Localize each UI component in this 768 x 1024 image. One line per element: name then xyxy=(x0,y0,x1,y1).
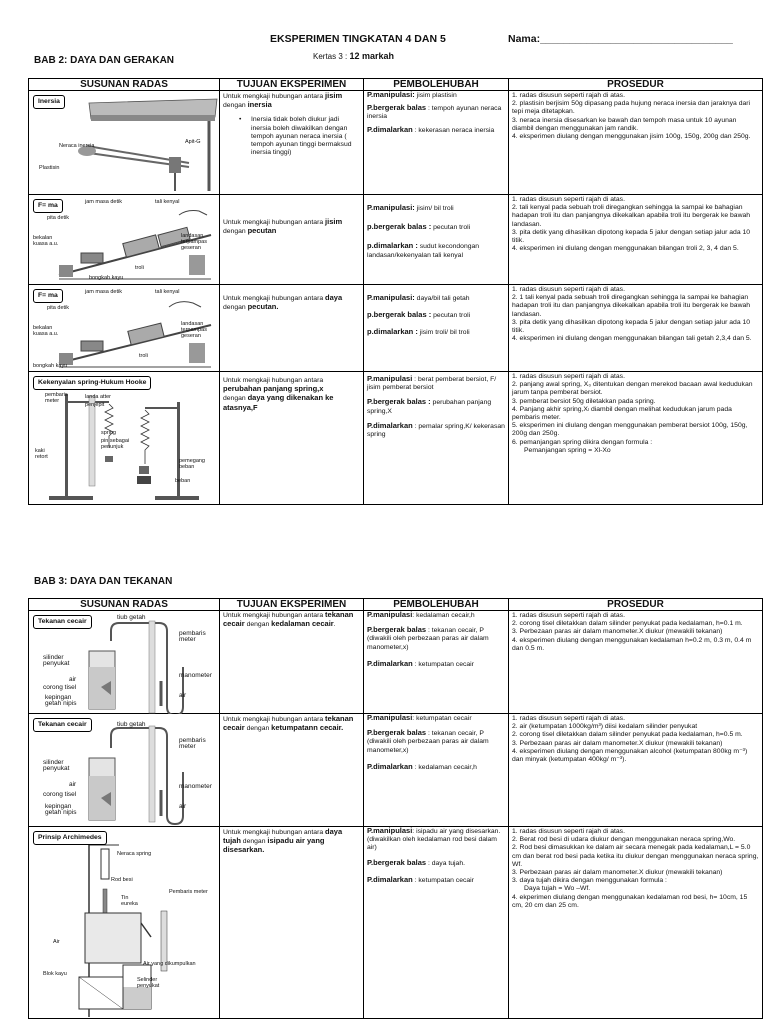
tujuan-cell xyxy=(220,285,364,372)
pd-label: p.dimalarkan : xyxy=(367,241,418,251)
diagram-label: corong tisel xyxy=(43,791,77,798)
diagram-label: Tin eureka xyxy=(121,895,138,907)
prosedur-step: 3. neraca inersia disesarkan ke bawah dan tempoh masa untuk 10 ayunan diambil dengan menggunakan jam randik. xyxy=(512,116,737,132)
prosedur-step: 2. tali kenyal pada sebuah troli diregangkan sehingga la sampai ke bahagian hadapan troli itu dan panjangnya dikekalkan apabila troli itu bergerak ke bawah landasan. xyxy=(512,204,751,228)
page-title: EKSPERIMEN TINGKATAN 4 DAN 5 xyxy=(270,33,446,45)
pembolehubah-cell xyxy=(364,91,509,195)
prosedur-step: 1. radas disusun seperti rajah di atas. xyxy=(512,286,625,293)
tujuan-cell xyxy=(220,714,364,827)
diagram-label: beban xyxy=(175,478,191,484)
prosedur-cell xyxy=(509,611,763,714)
prosedur-step: 4. eksperimen ini diulang dengan menggunakan bilangan troli 2, 3, 4 dan 5. xyxy=(512,245,739,253)
pm-value: jisim plastisin xyxy=(414,92,457,99)
pd-label: P.dimalarkan xyxy=(367,874,413,884)
tujuan-text: Untuk mengkaji hubungan antara xyxy=(223,716,326,723)
diagram-label: Selinder penyukat xyxy=(137,977,160,989)
prosedur-step: 5. eksperimen ini diulang dengan menggunakan pemberat bersiot 100g, 150g, 200g dan 250g. xyxy=(512,422,748,438)
pd-label: P.dimalarkan xyxy=(367,124,413,134)
tujuan-var2: daya yang dikenakan ke atasnya,F xyxy=(223,393,334,412)
diagram-label: jam masa detik xyxy=(85,289,122,295)
prosedur-cell xyxy=(509,285,763,372)
diagram-label: bongkah kayu xyxy=(33,363,68,369)
prosedur-step: 2. air (ketumpatan 1000kg/m³) diisi kedalam silinder penyukat xyxy=(512,723,698,731)
kertas-label: Kertas 3 : xyxy=(313,52,350,61)
tujuan-var2: kedalaman cecair xyxy=(271,619,334,629)
diagram-label: Neraca inersia xyxy=(59,143,95,149)
radas-label: F= ma xyxy=(33,289,63,303)
radas-cell xyxy=(29,372,220,505)
pembolehubah-cell xyxy=(364,285,509,372)
pb-value: pecutan troli xyxy=(431,224,471,232)
diagram-label: air xyxy=(69,676,77,683)
prosedur-step: 1. radas disusun seperti rajah di atas. xyxy=(512,373,625,380)
pm-label: P.manipulasi xyxy=(367,374,413,383)
diagram-label: troli xyxy=(135,265,144,271)
diagram-label: pita detik xyxy=(47,305,70,311)
diagram-label: bongkah kayu xyxy=(89,275,124,281)
diagram-label: tali kenyal xyxy=(155,199,180,205)
tujuan-cell xyxy=(220,372,364,505)
table-row xyxy=(29,714,763,827)
tujuan-text: dengan xyxy=(244,725,272,733)
tujuan-text: Untuk mengkaji hubungan antara xyxy=(223,829,326,836)
prosedur-cell xyxy=(509,195,763,285)
pm-label: P.manipulasi xyxy=(367,713,413,722)
prosedur-step: 1. radas disusun seperti rajah di atas. xyxy=(512,715,625,722)
tujuan-var2: inersia xyxy=(247,100,272,110)
tujuan-text: dengan xyxy=(240,838,268,846)
prosedur-step: Daya tujah = Wo –Wf. xyxy=(524,885,591,893)
pb-label: p.bergerak balas : xyxy=(367,310,432,320)
diagram-label: landa atter xyxy=(85,394,111,400)
diagram-label: tali kenyal xyxy=(155,289,180,295)
tujuan-var1: perubahan panjang spring,x xyxy=(223,384,324,394)
prosedur-step: 4. eksperimen diulang dengan menggunakan jisim 100g, 150g, 200g dan 250g. xyxy=(512,133,751,141)
diagram-label: landasan terpampas geseran xyxy=(181,321,207,339)
tujuan-var1: jisim xyxy=(325,217,343,226)
table-row xyxy=(29,285,763,372)
pb-value: : tekanan cecair, P (diwakili oleh perbezaan paras air dalam manometer,x) xyxy=(367,627,489,651)
prosedur-step: 3. pemberat bersiot 50g diletakkan pada spring. xyxy=(512,397,656,405)
pm-label: P.manipulasi: xyxy=(367,90,415,99)
tujuan-var1: tekanan cecair xyxy=(223,714,354,733)
diagram-label: kaki retort xyxy=(35,448,48,460)
pb-label: p.bergerak balas : xyxy=(367,222,432,232)
table-header-row xyxy=(29,79,763,91)
col-header-pembolehubah: PEMBOLEHUBAH xyxy=(364,79,509,91)
diagram-label: penjepit xyxy=(85,402,105,408)
bab2-table xyxy=(28,78,763,505)
name-field: Nama:_________________________________ xyxy=(508,33,733,45)
table-row xyxy=(29,611,763,714)
diagram-label: kepingan getah nipis xyxy=(45,803,77,816)
prosedur-step: 2. Berat rod besi di udara diukur dengan menggunakan neraca spring,Wo. xyxy=(512,836,736,844)
diagram-label: spring xyxy=(101,430,116,436)
pb-value: perubahan panjang spring,X xyxy=(367,399,492,415)
tujuan-text: Untuk mengkaji hubungan antara xyxy=(223,612,326,619)
tujuan-text: Untuk mengkaji hubungan antara xyxy=(223,377,324,384)
diagram-label: Blok kayu xyxy=(43,971,67,977)
radas-cell xyxy=(29,285,220,372)
diagram-label: jam masa detik xyxy=(85,199,122,205)
pb-label: P.bergerak balas xyxy=(367,103,427,113)
pd-value: : kekerasan neraca inersia xyxy=(412,126,495,134)
diagram-label: silinder penyukat xyxy=(43,759,70,772)
prosedur-step: 2. plastisin berjisim 50g dipasang pada hujung neraca inersia dan jaraknya dari tepi meja ditetapkan. xyxy=(512,100,751,116)
radas-label: Kekenyalan spring-Hukum Hooke xyxy=(33,376,151,390)
col-header-susunan: SUSUNAN RADAS xyxy=(29,79,220,91)
prosedur-step: 2. panjang awal spring, X₀ ditentukan dengan merekod bacaan awal kedudukan jarum tanpa pemberat bersiot. xyxy=(512,381,753,397)
radas-label: Inersia xyxy=(33,95,65,109)
prosedur-step: 2. 1 tali kenyal pada sebuah troli diregangkan sehingga la sampai ke bahagian hadapan troli itu dan panjangnya dikekalkan apabila troli itu bergerak ke bawah landasan. xyxy=(512,294,751,318)
diagram-label: landasan terpampas geseran xyxy=(181,233,207,251)
pd-value: sudut kecondongan landasan/kekenyalan tali kenyal xyxy=(367,243,480,259)
prosedur-cell xyxy=(509,372,763,505)
pb-label: P.bergerak balas xyxy=(367,728,427,738)
prosedur-step: 3. pita detik yang dihasilkan dipotong kepada 5 jalur dengan setiap jalur ada 10 titik. xyxy=(512,318,751,335)
col-header-prosedur: PROSEDUR xyxy=(509,79,763,91)
diagram-label: Plastisin xyxy=(39,165,60,171)
pd-value: jisim troli/ bil troli xyxy=(417,329,470,337)
prosedur-step: 1. radas disusun seperti rajah di atas. xyxy=(512,92,625,99)
paper-marks xyxy=(313,51,394,61)
pm-value: : berat pemberat bersiot, F/ jisim pemberat bersiot xyxy=(367,376,497,392)
radas-cell xyxy=(29,195,220,285)
diagram-label: troli xyxy=(139,353,148,359)
tujuan-text: dengan xyxy=(223,228,248,236)
pembolehubah-cell xyxy=(364,827,509,1019)
diagram-label: manometer xyxy=(179,783,212,790)
diagram-label: corong tisel xyxy=(43,684,77,691)
prosedur-step: 4. Panjang akhir spring,Xₗ diambil dengan melihat kedudukan jarum pada pembaris meter. xyxy=(512,405,732,422)
col-header-susunan: SUSUNAN RADAS xyxy=(29,599,220,611)
radas-label: F= ma xyxy=(33,199,63,213)
table-row xyxy=(29,91,763,195)
tujuan-text: . xyxy=(333,621,336,629)
bab3-table xyxy=(28,598,763,1019)
table-row xyxy=(29,372,763,505)
diagram-label: kepingan getah nipis xyxy=(45,694,77,707)
prosedur-step: 4. eksperimen ini diulang dengan menggunakan bilangan tali getah 2,3,4 dan 5. xyxy=(512,335,752,343)
prosedur-step: 3. Perbezaan paras air dalam manometer.X diukur (mewakili tekanan) xyxy=(512,628,723,636)
pm-label: P.manipulasi: xyxy=(367,293,415,302)
pm-value: : isipadu air yang disesarkan. (diwakilkan oleh kedalaman rod besi dalam air) xyxy=(367,828,501,852)
radas-cell xyxy=(29,827,220,1019)
prosedur-cell xyxy=(509,714,763,827)
pd-label: P.dimalarkan xyxy=(367,658,413,668)
tujuan-text: dengan xyxy=(223,395,248,403)
diagram-label: Rod besi xyxy=(111,877,133,883)
tujuan-text: Untuk mengkaji hubungan antara xyxy=(223,295,326,302)
tujuan-text: dengan xyxy=(223,102,248,110)
tujuan-var1: jisim xyxy=(325,91,343,100)
pd-label: P.dimalarkan xyxy=(367,761,413,771)
table-row xyxy=(29,827,763,1019)
prosedur-step: 2. Rod besi dimasukkan ke dalam air secara menegak pada kedalaman,L = 5.0 cm dan berat rod besi pada ketika itu diukur dengan menggunakan neraca spring, Wf. xyxy=(512,844,759,868)
tujuan-text: Untuk mengkaji hubungan antara xyxy=(223,93,326,100)
pb-label: P.bergerak balas xyxy=(367,625,427,635)
prosedur-step: 2. corong tisel diletakkan dalam silinder penyukat pada kedalaman, h=0.5 m. xyxy=(512,731,743,739)
pd-label: p.dimalarkan : xyxy=(367,327,418,337)
diagram-label: pembaris meter xyxy=(179,737,206,750)
radas-cell xyxy=(29,91,220,195)
kertas-marks: 12 markah xyxy=(349,51,394,61)
prosedur-step: 2. corong tisel diletakkan dalam silinder penyukat pada kedalaman, h=0.1 m. xyxy=(512,620,743,628)
pembolehubah-cell xyxy=(364,714,509,827)
prosedur-cell xyxy=(509,827,763,1019)
prosedur-step: 1. radas disusun seperti rajah di atas. xyxy=(512,196,625,203)
diagram-label: pemegang beban xyxy=(179,458,205,470)
tujuan-note: • Inersia tidak boleh diukur jadi inersia boleh diwakilkan dengan tempoh ayunan neraca inersia ( tempoh ayunan tinggi bermaksud inersia tinggi) xyxy=(239,116,360,157)
tujuan-var2: isipadu air yang disesarkan. xyxy=(223,836,325,855)
diagram-label: pembaris meter xyxy=(179,630,206,643)
diagram-label: Neraca spring xyxy=(117,851,152,857)
pm-value: jisim/ bil troli xyxy=(414,205,454,212)
tujuan-var1: tekanan cecair xyxy=(223,610,354,629)
tujuan-cell xyxy=(220,195,364,285)
table-header-row xyxy=(29,599,763,611)
pd-value: : pemalar spring,K/ kekerasan spring xyxy=(367,422,505,439)
prosedur-step: 3. Perbezaan paras air dalam manometer.X diukur (mewakili tekanan) xyxy=(512,739,723,747)
diagram-label: air xyxy=(179,692,187,699)
pembolehubah-cell xyxy=(364,195,509,285)
diagram-label: Air xyxy=(53,939,60,945)
prosedur-step: 1. radas disusun seperti rajah di atas. xyxy=(512,828,625,835)
table-row xyxy=(29,195,763,285)
bab3-title: BAB 3: DAYA DAN TEKANAN xyxy=(34,576,173,587)
tujuan-text: Untuk mengkaji hubungan antara xyxy=(223,219,326,226)
prosedur-step: Pemanjangan spring = Xl-Xo xyxy=(524,446,611,454)
pb-value: : tekanan cecair, P (diwakili oleh perbezaan paras air dalam manometer,x) xyxy=(367,730,489,754)
col-header-tujuan: TUJUAN EKSPERIMEN xyxy=(220,79,364,91)
diagram-label: silinder penyukat xyxy=(43,654,70,667)
radas-cell xyxy=(29,611,220,714)
tujuan-var2: ketumpatann cecair. xyxy=(271,723,344,733)
pb-value: : daya tujah. xyxy=(426,859,465,867)
pm-label: P.manipulasi xyxy=(367,826,413,835)
diagram-label: air xyxy=(179,803,187,810)
diagram-label: Air yang dikumpulkan xyxy=(143,961,196,967)
pm-value: : ketumpatan cecair xyxy=(412,715,472,722)
radas-label: Prinsip Archimedes xyxy=(33,831,107,845)
diagram-label: bekalan kuasa a.u. xyxy=(33,235,59,247)
tujuan-cell xyxy=(220,827,364,1019)
pb-label: P.bergerak balas : xyxy=(367,397,431,407)
diagram-label: tiub getah xyxy=(117,614,146,621)
diagram-label: manometer xyxy=(179,672,212,679)
pm-label: P.manipulasi: xyxy=(367,203,415,212)
radas-label: Tekanan cecair xyxy=(33,718,92,732)
pm-value: daya/bil tali getah xyxy=(414,295,470,302)
col-header-pembolehubah: PEMBOLEHUBAH xyxy=(364,599,509,611)
diagram-label: air xyxy=(69,781,77,788)
tujuan-var1: daya tujah xyxy=(223,827,343,846)
tujuan-var2: pecutan. xyxy=(247,302,279,312)
tujuan-cell xyxy=(220,611,364,714)
diagram-label: tiub getah xyxy=(117,721,146,728)
tujuan-var2: pecutan xyxy=(247,226,277,236)
pm-value: : kedalaman cecair,h xyxy=(412,612,475,619)
pd-value: : ketumpatan cecair xyxy=(412,876,474,884)
col-header-prosedur: PROSEDUR xyxy=(509,599,763,611)
diagram-label: pembaris meter xyxy=(45,392,68,404)
prosedur-step: 3. daya tujah dikira dengan menggunakan formula : xyxy=(512,877,667,885)
pembolehubah-cell xyxy=(364,611,509,714)
pb-label: P.bergerak balas xyxy=(367,857,427,867)
prosedur-cell xyxy=(509,91,763,195)
tujuan-text: dengan xyxy=(223,304,248,312)
pb-value: pecutan troli xyxy=(431,312,471,320)
prosedur-step: 3. Perbezaan paras air dalam manometer.X diukur (mewakili tekanan) xyxy=(512,869,723,877)
prosedur-step: 6. pemanjangan spring dikira dengan formula : xyxy=(512,438,653,446)
prosedur-step: 3. pita detik yang dihasilkan dipotong kepada 5 jalur dengan setiap jalur ada 10 titik. xyxy=(512,228,751,245)
diagram-label: pin sebagai penunjuk xyxy=(101,438,130,450)
tujuan-text: dengan xyxy=(244,621,272,629)
pd-label: P.dimalarkan xyxy=(367,420,413,430)
pembolehubah-cell xyxy=(364,372,509,505)
pd-value: : kedalaman cecair,h xyxy=(412,763,477,771)
pd-value: : ketumpatan cecair xyxy=(412,660,474,668)
bab2-title: BAB 2: DAYA DAN GERAKAN xyxy=(34,55,175,66)
tujuan-cell xyxy=(220,91,364,195)
diagram-label: Apit-G xyxy=(185,139,201,145)
diagram-label: pita detik xyxy=(47,215,70,221)
prosedur-step: 4. eksperimen diulang dengan menggunakan kedalaman h=0.2 m, 0.3 m, 0.4 m dan 0.5 m. xyxy=(512,636,752,652)
radas-cell xyxy=(29,714,220,827)
diagram-label: Pembaris meter xyxy=(169,889,208,895)
pm-label: P.manipulasi xyxy=(367,610,413,619)
col-header-tujuan: TUJUAN EKSPERIMEN xyxy=(220,599,364,611)
tujuan-var1: daya xyxy=(325,293,343,302)
prosedur-step: 4. eksperimen diulang dengan menggunakan alcohol (ketumpatan 800kg m⁻³) dan minyak (ketumpatan 400kg/ m⁻³). xyxy=(512,747,748,764)
diagram-label: bekalan kuasa a.u. xyxy=(33,325,59,337)
prosedur-step: 4. ekperimen diulang dengan menggunakan kedalaman rod besi, h= 10cm, 15 cm, 20 cm dan 25 cm. xyxy=(512,893,748,909)
pb-value: : tempoh ayunan neraca inersia xyxy=(367,105,502,121)
prosedur-step: 1. radas disusun seperti rajah di atas. xyxy=(512,612,625,619)
radas-label: Tekanan cecair xyxy=(33,615,92,629)
